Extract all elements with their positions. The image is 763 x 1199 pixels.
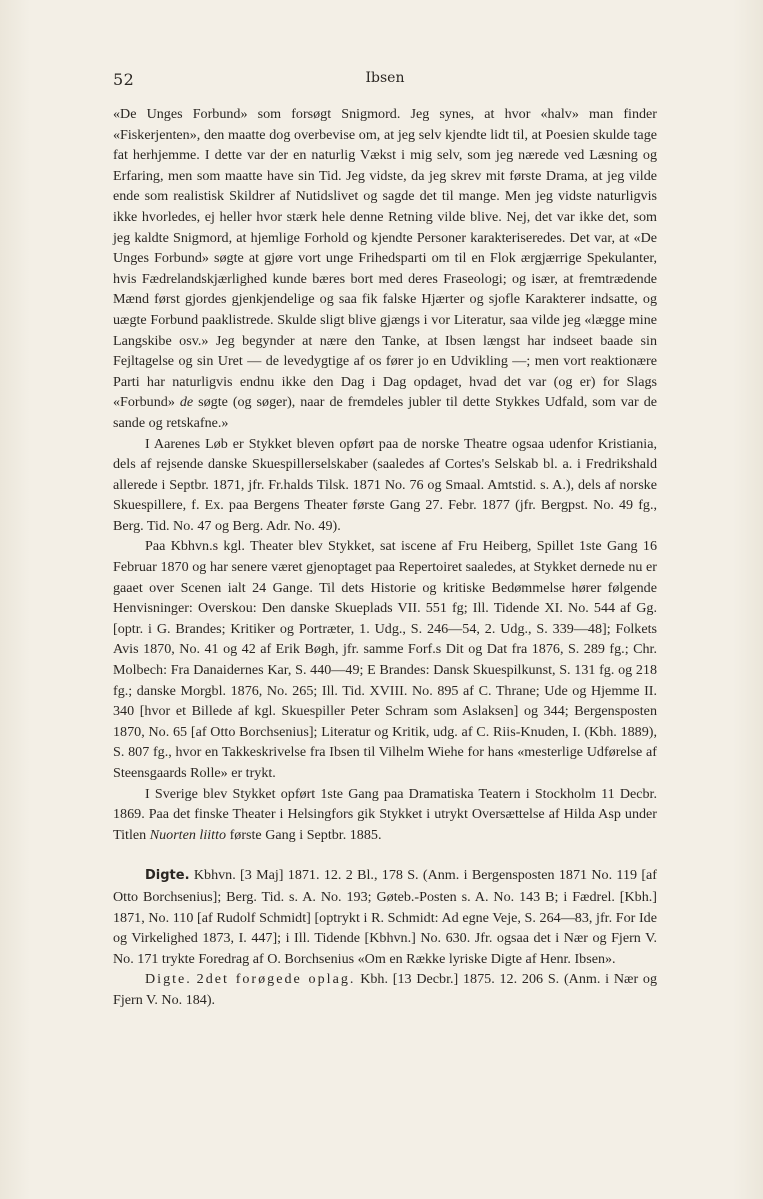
running-head: Ibsen — [365, 70, 405, 86]
edition-note: 2det forøgede oplag. — [196, 971, 356, 988]
italic-title: Nuorten liitto — [149, 826, 227, 843]
paragraph-text: søgte (og søger), naar de fremdeles jubler til dette Stykkes Udfald, som var de sande og retskafne.» — [113, 394, 658, 431]
page-header — [113, 70, 657, 94]
entry-text: Kbhvn. [3 Maj] 1871. 12. 2 Bl., 178 S. (Anm. i Bergensposten 1871 No. 119 [af Otto Borchsenius]; Berg. Tid. s. A. No. 193; Gøteb.-Posten s. A. No. 143 B; i Fædrel. [Kbh.] 1871, No. 110 [af Rudolf Schmidt] [optrykt i R. Schmidt: Ad egne Veje, S. 264—83, jfr. For Ide og Virkelighed 1873, I. 447]; i Ill. Tidende [Kbhvn.] No. 630. Jfr. ogsaa det i Nær og Fjern V. No. 171 trykte Foredrag af O. Borchsenius «Om en Række lyriske Digte af Henr. Ibsen». — [113, 867, 657, 967]
page-number: 52 — [113, 70, 135, 89]
paragraph-text: I Sverige blev Stykket opført 1ste Gang paa Dramatiska Teatern i Stockholm 11 Decbr. 1869. Paa det finske Theater i Helsingfors gik Stykket i utrykt Oversættelse af Hilda Asp under Titlen — [113, 785, 657, 843]
paragraph-text: første Gang i Septbr. 1885. — [226, 826, 382, 843]
paragraph-quote-continuation — [113, 104, 657, 434]
entry-digte — [113, 865, 657, 969]
section-gap — [113, 845, 657, 865]
entry-digte-second-edition — [113, 969, 657, 1010]
paragraph-norwegian-theatres: I Aarenes Løb er Stykket bleven opført paa de norske Theatre ogsaa udenfor Kristiania, dels af rejsende danske Skuespillerselskaber (saaledes af Cortes's Selskab bl. a. i Fredrikshald allerede i Septbr. 1871, jfr. Fr.halds Tilsk. 1871 No. 76 og Smaal. Amtstid. s. A.), dels af norske Skuespillere, f. Ex. paa Bergens Theater første Gang 27. Febr. 1877 (jfr. Bergpst. No. 49 fg., Berg. Tid. No. 47 og Berg. Adr. No. 49). — [113, 435, 657, 534]
body-text — [113, 104, 657, 1011]
paragraph-sweden-finland — [113, 784, 657, 846]
entry-text: [13 Decbr.] 1875. 12. 206 S. (Anm. i Nær og Fjern V. No. 184). — [113, 971, 658, 1008]
entry-title: Digte. — [145, 868, 190, 884]
entry-title: Digte. — [145, 971, 192, 988]
italic-word: de — [179, 394, 194, 411]
edition-place: Kbh. — [360, 971, 388, 988]
paragraph-text: «De Unges Forbund» som forsøgt Snigmord. Jeg synes, at hvor «halv» man finder «Fiskerjenten», den maatte dog overbevise om, at jeg selv kjendte lidt til, at Poesien skulde tage fat herhjemme. I dette var der en naturlig Vækst i mig selv, som jeg nærede ved Læsning og Erfaring, men som maatte have sin Tid. Jeg vidste, da jeg skrev mit første Drama, at jeg vilde ende som realistisk Skildrer af Nutidslivet og sagde det til mange. Men jeg vidste naturligvis ikke hvorledes, ej heller hvor stærk hele denne Retning vilde blive. Nej, det var ikke det, som jeg kaldte Snigmord, at hjemlige Forhold og kjendte Personer karakteriseredes. Det var, at «De Unges Forbund» søgte at gjøre vort unge Frihedsparti om til en Flok ærgjærrige Spekulanter, hvis Fædrelandskjærlighed kunde bæres bort med deres Fraseologi; og især, at fremtrædende Mænd først gjordes gjenkjendelige og saa fik falske Hjærter og sjofle Karakterer indsatte, og uægte Forbund paaklistrede. Skulde sligt blive gjængs i vor Literatur, saa vilde jeg «lægge mine Langskibe osv.» Jeg begynder at nære den Tanke, at Ibsen længst har indseet baade sin Fejltagelse og sin Uret — de levedygtige af os fører jo en Udvikling —; men vort reaktionære Parti har naturligvis endnu ikke den Dag i Dag opdaget, hvad det var (og er) for Slags «Forbund» — [113, 106, 657, 411]
paragraph-copenhagen-theatre: Paa Kbhvn.s kgl. Theater blev Stykket, sat iscene af Fru Heiberg, Spillet 1ste Gang 16 Februar 1870 og har senere været gjenoptaget paa Repertoiret saaledes, at Stykket dernede nu er gaaet over Scenen ialt 24 Gange. Til dets Historie og kritiske Bedømmelse hører følgende Henvisninger: Overskou: Den danske Skueplads VII. 551 fg; Ill. Tidende XI. No. 544 af Gg. [optr. i G. Brandes; Kritiker og Portræter, 1. Udg., S. 246—54, 2. Udg., S. 339—48]; Folkets Avis 1870, No. 41 og 42 af Erik Bøgh, jfr. samme Forf.s Dit og Dat fra 1876, S. 289 fg.; Chr. Molbech: Fra Danaidernes Kar, S. 440—49; E Brandes: Dansk Skuespilkunst, S. 131 fg. og 218 fg.; danske Morgbl. 1876, No. 265; Ill. Tid. XVIII. No. 895 af C. Thrane; Ude og Hjemme II. 340 [hvor et Billede af kgl. Skuespiller Peter Schram som Aslaksen] og 344; Bergensposten 1870, No. 65 [af Otto Borchsenius]; Literatur og Kritik, udg. af C. Riis-Knuden, I. (Kbh. 1889), S. 807 fg., hvor en Takkeskrivelse fra Ibsen til Vilhelm Wiehe for hans «mesterlige Udførelse af Steensgaards Rolle» er trykt. — [113, 538, 657, 781]
